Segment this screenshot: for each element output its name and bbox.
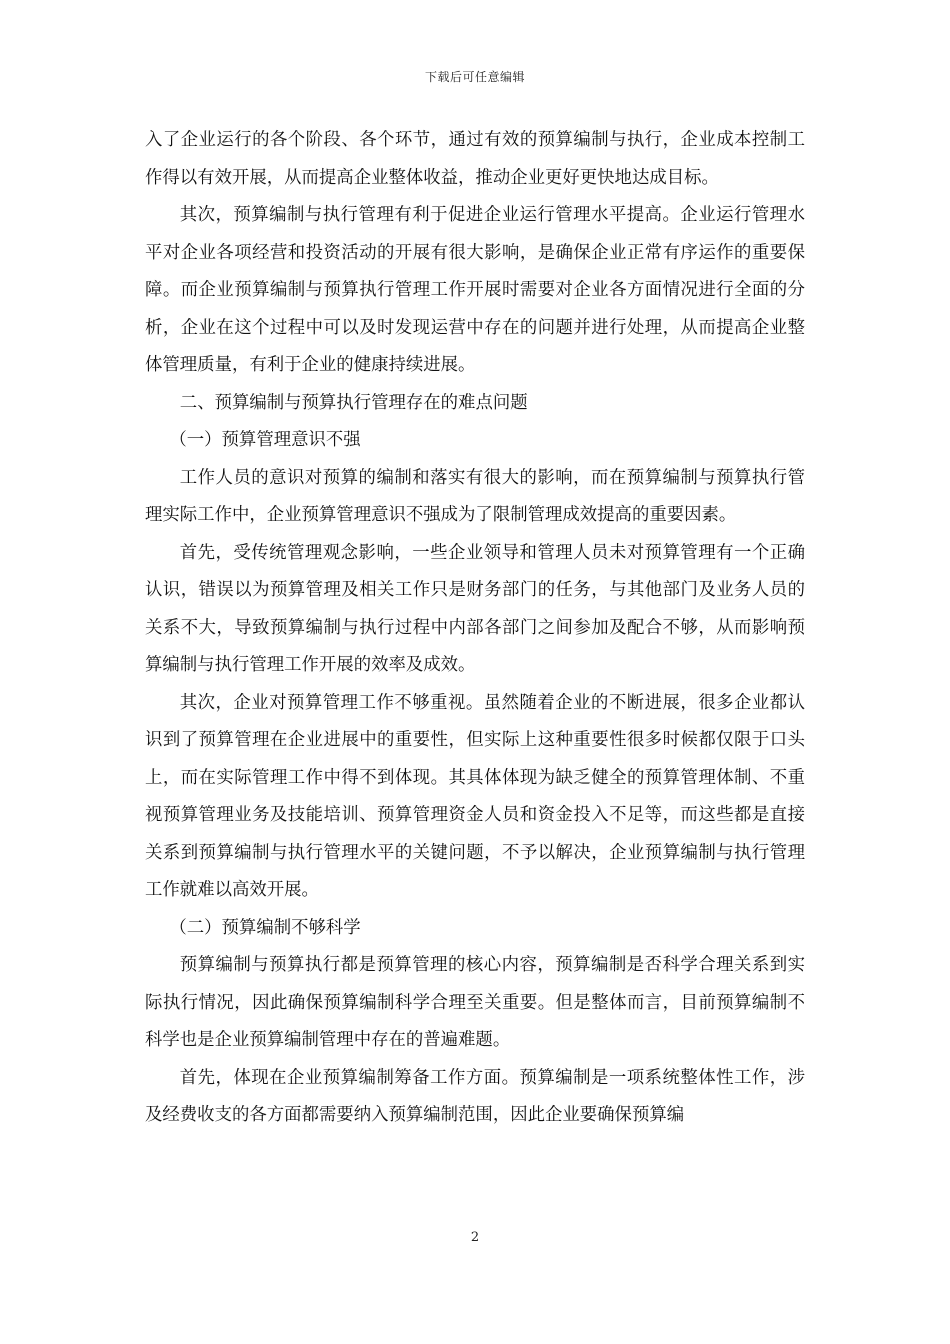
paragraph: 其次，企业对预算管理工作不够重视。虽然随着企业的不断进展，很多企业都认识到了预算管理在企业进展中的重要性，但实际上这种重要性很多时候都仅限于口头上，而在实际管理工作中得不到体现。其具体体现为缺乏健全的预算管理体制、不重视预算管理业务及技能培训、预算管理资金人员和资金投入不足等，而这些都是直接关系到预算编制与执行管理水平的关键问题，不予以解决，企业预算编制与执行管理工作就难以高效开展。 bbox=[145, 692, 805, 900]
paragraph: 其次，预算编制与执行管理有利于促进企业运行管理水平提高。企业运行管理水平对企业各项经营和投资活动的开展有很大影响，是确保企业正常有序运作的重要保障。而企业预算编制与预算执行管理工作开展时需要对企业各方面情况进行全面的分析，企业在这个过程中可以及时发现运营中存在的问题并进行处理，从而提高企业整体管理质量，有利于企业的健康持续进展。 bbox=[145, 205, 805, 375]
document-body bbox=[145, 122, 805, 1135]
paragraph: 首先，受传统管理观念影响，一些企业领导和管理人员未对预算管理有一个正确认识，错误以为预算管理及相关工作只是财务部门的任务，与其他部门及业务人员的关系不大，导致预算编制与执行过程中内部各部门之间参加及配合不够，从而影响预算编制与执行管理工作开展的效率及成效。 bbox=[145, 542, 805, 675]
section-heading: 二、预算编制与预算执行管理存在的难点问题 bbox=[179, 392, 528, 413]
paragraph-continuation: 入了企业运行的各个阶段、各个环节，通过有效的预算编制与执行，企业成本控制工作得以有效开展，从而提高企业整体收益，推动企业更好更快地达成目标。 bbox=[145, 130, 805, 188]
subsection-heading: （一）预算管理意识不强 bbox=[169, 430, 361, 450]
subsection-heading: （二）预算编制不够科学 bbox=[169, 917, 361, 938]
paragraph: 预算编制与预算执行都是预算管理的核心内容，预算编制是否科学合理关系到实际执行情况，因此确保预算编制科学合理至关重要。但是整体而言，目前预算编制不科学也是企业预算编制管理中存在的普遍难题。 bbox=[145, 955, 805, 1050]
page-header: 下载后可任意编辑 bbox=[424, 70, 525, 84]
paragraph: 工作人员的意识对预算的编制和落实有很大的影响，而在预算编制与预算执行管理实际工作中，企业预算管理意识不强成为了限制管理成效提高的重要因素。 bbox=[145, 467, 805, 525]
paragraph: 首先，体现在企业预算编制筹备工作方面。预算编制是一项系统整体性工作，涉及经费收支的各方面都需要纳入预算编制范围，因此企业要确保预算编 bbox=[145, 1067, 805, 1125]
page-number: 2 bbox=[470, 1230, 480, 1245]
